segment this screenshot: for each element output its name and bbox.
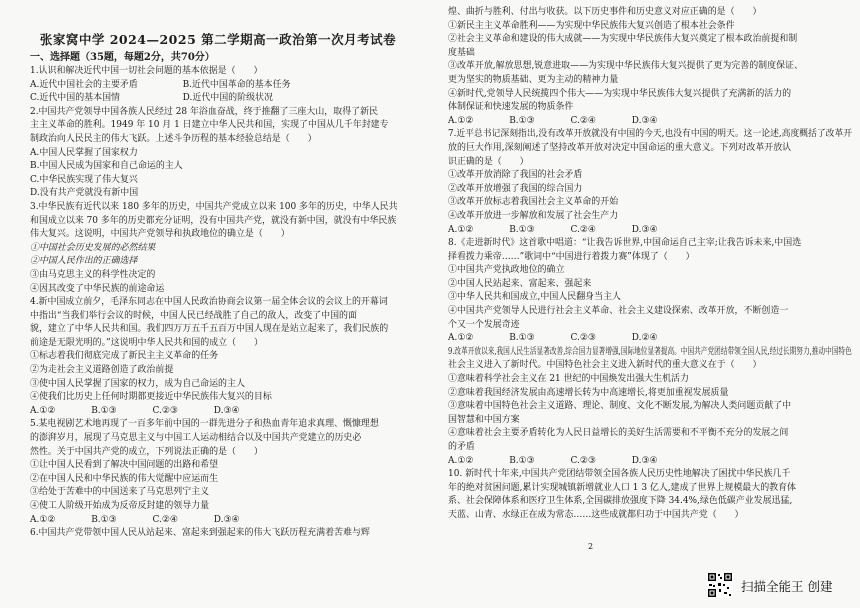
- question-line: 4.新中国成立前夕，毛泽东同志在中国人民政治协商会议第一届全体会议的会议上的开幕词: [30, 297, 388, 308]
- question-line: ①改革开放消除了我国的社会矛盾: [448, 170, 583, 181]
- question-line: ②在中国人民和中华民族的伟大觉醒中应运而生: [30, 473, 219, 484]
- question-line: ②中国人民站起来、富起来、强起来: [448, 278, 592, 289]
- question-line: 9.改革开放以来,我国人民生活显著改善,综合国力显著增强,国际地位显著提高。中国共产党团结带领全国人民,经过长期努力,推动中国特色: [448, 346, 852, 357]
- question-line: 国智慧和中国方案: [448, 414, 520, 425]
- question-line: 制政治向人民民主的伟大飞跃。上述斗争历程的基本经验总结是（ ）: [30, 133, 317, 144]
- question-line: 煌、曲折与胜利、付出与收获。以下历史事件和历史意义对应正确的是（ ）: [448, 7, 762, 17]
- question-line: ③意味着中国特色社会主义道路、理论、制度、文化不断发展,为解决人类问题贡献了中: [448, 401, 792, 412]
- question-line: 然性。关于中国共产党的成立，下列说法正确的是（ ）: [30, 446, 263, 457]
- qr-code-icon: [707, 572, 733, 598]
- question-line: A.①② B.①③ C.②③ D.③④: [448, 455, 658, 466]
- question-line: ④因其改变了中华民族的前途命运: [30, 283, 165, 294]
- question-line: A.①② B.①③ C.②④ D.③④: [448, 224, 658, 235]
- question-line: ①让中国人民看到了解决中国问题的出路和希望: [30, 460, 219, 471]
- question-line: ①新民主主义革命胜利——为实现中华民族伟大复兴创造了根本社会条件: [448, 20, 735, 31]
- question-line: 1.认识和解决近代中国一切社会问题的基本依据是（ ）: [30, 66, 263, 76]
- question-line: ③改革开放标志着我国社会主义革命的开始: [448, 197, 619, 208]
- question-line: D.没有共产党就没有新中国: [30, 188, 139, 199]
- question-line: A.①② B.①③ C.②④ D.③④: [30, 514, 240, 525]
- question-line: 貌，建立了中华人民共和国。我们四万万五千五百万中国人现在是站立起来了，我们民族的: [30, 324, 389, 335]
- scanner-watermark: 扫描全能王 创建: [741, 579, 833, 594]
- question-line: ②中国人民作出的正确选择: [30, 256, 138, 267]
- question-line: A.①② B.①③ C.②③ D.②④: [448, 333, 658, 344]
- question-line: ③使中国人民掌握了国家的权力，成为自己命运的主人: [30, 378, 245, 389]
- question-line: ②为走社会主义道路创造了政治前提: [30, 365, 174, 376]
- question-line: 社会主义进入了新时代。中国特色社会主义进入新时代的重大意义在于（ ）: [448, 360, 762, 371]
- exam-title: 张家窝中学 2024—2025 第二学期高一政治第一次月考试卷: [39, 32, 397, 47]
- question-line: 2.中国共产党领导中国各族人民经过 28 年浴血奋战，终于推翻了三座大山，取得了新民: [30, 106, 379, 117]
- question-line: ④新时代,党领导人民统揽四个伟大——为实现中华民族伟大复兴提供了充满新的活力的: [448, 88, 792, 99]
- question-line: A.①② B.①③ C.②③ D.③④: [30, 405, 240, 416]
- question-line: 的矛盾: [448, 442, 475, 452]
- question-line: A.近代中国社会的主要矛盾 B.近代中国革命的基本任务: [30, 79, 291, 90]
- right-column: [440, 6, 854, 523]
- question-line: 识正确的是（ ）: [448, 156, 529, 167]
- question-line: ①中国共产党执政地位的确立: [448, 265, 565, 276]
- question-line: ②改革开放增强了我国的综合国力: [448, 183, 583, 194]
- left-column: [8, 30, 428, 541]
- question-line: 伟大复兴。这说明，中国共产党领导和执政地位的确立是（ ）: [30, 229, 290, 240]
- question-line: ③由马克思主义的科学性决定的: [30, 269, 156, 280]
- question-line: 前途是无限光明的。”这说明中华人民共和国的成立（ ）: [30, 337, 263, 348]
- question-line: 系、社会保障体系和医疗卫生体系,全国碳排放强度下降 34.4%,绿色低碳产业发展迅猛,: [448, 496, 793, 507]
- page-number: 2: [588, 542, 594, 551]
- question-line: 年的绝对贫困问题,累计实现城镇新增就业人口 1 3 亿人,建成了世界上规模最大的教育体: [448, 482, 797, 493]
- question-line: 放的巨大作用,深刻阐述了坚持改革开放对决定中国命运的重大意义。下列对改革开放认: [448, 142, 792, 153]
- question-line: 主主义革命的胜利。1949 年 10 月 1 日建立中华人民共和国，实现了中国从几千年封建专: [30, 120, 389, 131]
- question-line: ③中华人民共和国成立,中国人民翻身当主人: [448, 292, 622, 303]
- question-line: 择看拨力乘帝……”歌词中“中国进行着拨力赛”体现了（ ）: [448, 251, 695, 262]
- question-line: ①中国社会历史发展的必然结果: [30, 242, 156, 253]
- question-line: 6.中国共产党带领中国人民从站起来、富起来到强起来的伟大飞跃历程充满着苦难与辉: [30, 528, 370, 539]
- question-line: C.近代中国的基本国情 D.近代中国的阶级状况: [30, 93, 273, 104]
- question-line: ①标志着我们彻底完成了新民主主义革命的任务: [30, 351, 219, 362]
- question-line: 3.中华民族有近代以来 180 多年的历史，中国共产党成立以来 100 多年的历史，中华人民共: [30, 201, 398, 212]
- question-line: ②意味着我国经济发展由高速增长转为中高速增长,将更加重视发展质量: [448, 387, 729, 398]
- question-line: 5.某电视剧艺术地再现了一百多年前中国的一群先进分子和热血青年追求真理、慨慷理想: [30, 419, 379, 430]
- question-line: ④使我们比历史上任何时期都更接近中华民族伟大复兴的目标: [30, 392, 272, 403]
- question-line: ④中国共产党领导人民进行社会主义革命、社会主义建设探索、改革开放，不断创造一: [448, 306, 789, 317]
- right-question-lines: [440, 6, 854, 521]
- question-line: ④使工人阶级开始成为反帝反封建的领导力量: [30, 501, 210, 511]
- question-line: 的澎湃岁月，展现了马克思主义与中国工人运动相结合以及中国共产党建立的历史必: [30, 433, 362, 444]
- question-line: C.中华民族实现了伟大复兴: [30, 174, 138, 185]
- question-line: ①意味着科学社会主义在 21 世纪的中国焕发出强大生机活力: [448, 374, 689, 385]
- question-line: ④改革开放进一步解放和发展了社会生产力: [448, 210, 619, 221]
- question-line: 和国成立以来 70 多年的历史都充分证明，没有中国共产党，就没有新中国，就没有中华民族: [30, 215, 397, 226]
- question-line: B.中国人民成为国家和自己命运的主人: [30, 161, 183, 172]
- question-line: 个又一个发展奇迹: [448, 319, 520, 330]
- left-question-lines: [8, 65, 428, 539]
- question-line: 度基础: [448, 47, 475, 58]
- question-line: ④意味着社会主要矛盾转化为人民日益增长的美好生活需要和不平衡不充分的发展之间: [448, 428, 789, 439]
- question-line: 7.近平总书记深刻指出,没有改革开放就没有中国的今天,也没有中国的明天。这一论述,高度概括了改革开: [448, 129, 853, 140]
- question-line: 8.《走进新时代》这首歌中唱道：“让我告诉世界,中国命运自己主宰;让我告诉未来,中国选: [448, 238, 802, 249]
- question-line: A.中国人民掌握了国家权力: [30, 147, 138, 158]
- question-line: 体制保证和快速发展的物质条件: [448, 102, 574, 113]
- question-line: 天蓝、山青、水绿正在成为常态……这些成就都归功于中国共产党（ ）: [448, 509, 744, 520]
- question-line: ③给处于苦难中的中国送来了马克思列宁主义: [30, 487, 210, 498]
- question-line: ③改革开放,解放思想,锐意进取——为实现中华民族伟大复兴提供了更为完善的制度保证、: [448, 61, 803, 72]
- question-line: 中指出“当我们举行会议的时候，中国人民已经战胜了自己的敌人，改变了中国的面: [30, 310, 357, 321]
- question-line: 更为坚实的物质基础、更为主动的精神力量: [448, 74, 619, 85]
- question-line: A.①② B.①③ C.②④ D.③④: [448, 115, 658, 126]
- section-heading: 一、选择题（35题，每题2分，共70分）: [30, 52, 215, 63]
- question-line: 10. 新时代十年来,中国共产党团结带领全国各族人民历史性地解决了困扰中华民族几千: [448, 469, 791, 480]
- question-line: ②社会主义革命和建设的伟大成就——为实现中华民族伟大复兴奠定了根本政治前提和制: [448, 34, 798, 45]
